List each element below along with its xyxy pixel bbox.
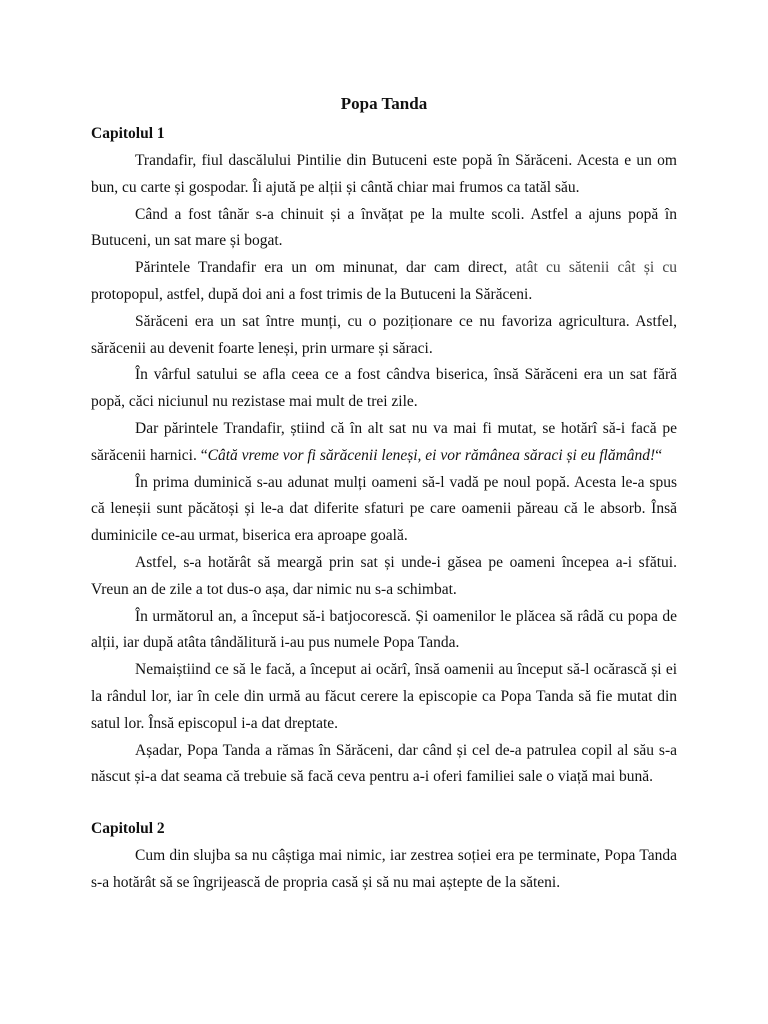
paragraph-text: protopopul, astfel, după doi ani a fost trimis de la Butuceni la Sărăceni. bbox=[91, 285, 533, 303]
paragraph-text: Dar părintele Trandafir, știind că în alt sat nu va mai fi mutat, se hotărî să-i facă pe sărăcenii harnici. “ bbox=[91, 419, 677, 464]
paragraph-text-gray: atât cu sătenii cât și cu bbox=[515, 259, 678, 277]
paragraph: În următorul an, a început să-i batjocorescă. Și oamenilor le plăcea să râdă cu popa de alții, iar după atâta tândălitură i-au pus numele Popa Tanda. bbox=[91, 607, 677, 652]
paragraph: În prima duminică s-au adunat mulți oameni să-l vadă pe noul popă. Acesta le-a spus că leneșii sunt păcătoși și le-a dat diferite sfaturi pe care oamenii păreau că le absorb. Însă duminicile ce-au urmat, biserica era aproape goală. bbox=[91, 473, 677, 545]
document-title: Popa Tanda bbox=[340, 94, 428, 113]
paragraph: Așadar, Popa Tanda a rămas în Sărăceni, dar când și cel de-a patrulea copil al său s-a născut și-a dat seama că trebuie să facă ceva pentru a-i oferi familiei sale o viață mai bună. bbox=[91, 741, 677, 786]
paragraph: Trandafir, fiul dascălului Pintilie din Butuceni este popă în Sărăceni. Acesta e un om bun, cu carte și gospodar. Îi ajută pe alții și cântă chiar mai frumos ca tatăl său. bbox=[91, 152, 677, 196]
paragraph: În vârful satului se afla ceea ce a fost cândva biserica, însă Sărăceni era un sat fără popă, căci niciunul nu rezistase mai mult de trei zile. bbox=[91, 366, 677, 411]
paragraph-text: “ bbox=[655, 446, 663, 464]
paragraph bbox=[91, 416, 677, 470]
paragraph: Cum din slujba sa nu câștiga mai nimic, iar zestrea soției era pe terminate, Popa Tanda s-a hotărât să se îngrijească de propria casă și să nu mai aștepte de la săteni. bbox=[91, 847, 677, 891]
chapter-1-heading: Capitolul 1 bbox=[91, 125, 165, 142]
paragraph: Sărăceni era un sat între munți, cu o poziționare ce nu favoriza agricultura. Astfel, sărăcenii au devenit foarte leneși, prin urmare și săraci. bbox=[91, 312, 677, 357]
paragraph: Astfel, s-a hotărât să meargă prin sat și unde-i găsea pe oameni începea a-i sfătui. Vreun an de zile a tot dus-o așa, dar nimic nu s-a schimbat. bbox=[91, 553, 677, 598]
chapter-2-heading: Capitolul 2 bbox=[91, 820, 165, 838]
paragraph: Când a fost tânăr s-a chinuit și a învățat pe la multe scoli. Astfel a ajuns popă în Butuceni, un sat mare și bogat. bbox=[91, 205, 677, 250]
section-spacer bbox=[91, 791, 677, 817]
paragraph: Nemaiștiind ce să le facă, a început ai ocărî, însă oamenii au început să-l ocărască și ei la rândul lor, iar în cele din urmă au făcut cerere la episcopie ca Popa Tanda să fie mutat din satul lor. Însă episcopul i-a dat dreptate. bbox=[91, 661, 677, 732]
paragraph-text: Părintele Trandafir era un om minunat, dar cam direct, bbox=[135, 259, 516, 277]
paragraph bbox=[91, 255, 677, 309]
document-page bbox=[91, 92, 677, 897]
italic-quote: Câtă vreme vor fi sărăcenii leneși, ei vor rămânea săraci și eu flămând! bbox=[207, 446, 656, 464]
